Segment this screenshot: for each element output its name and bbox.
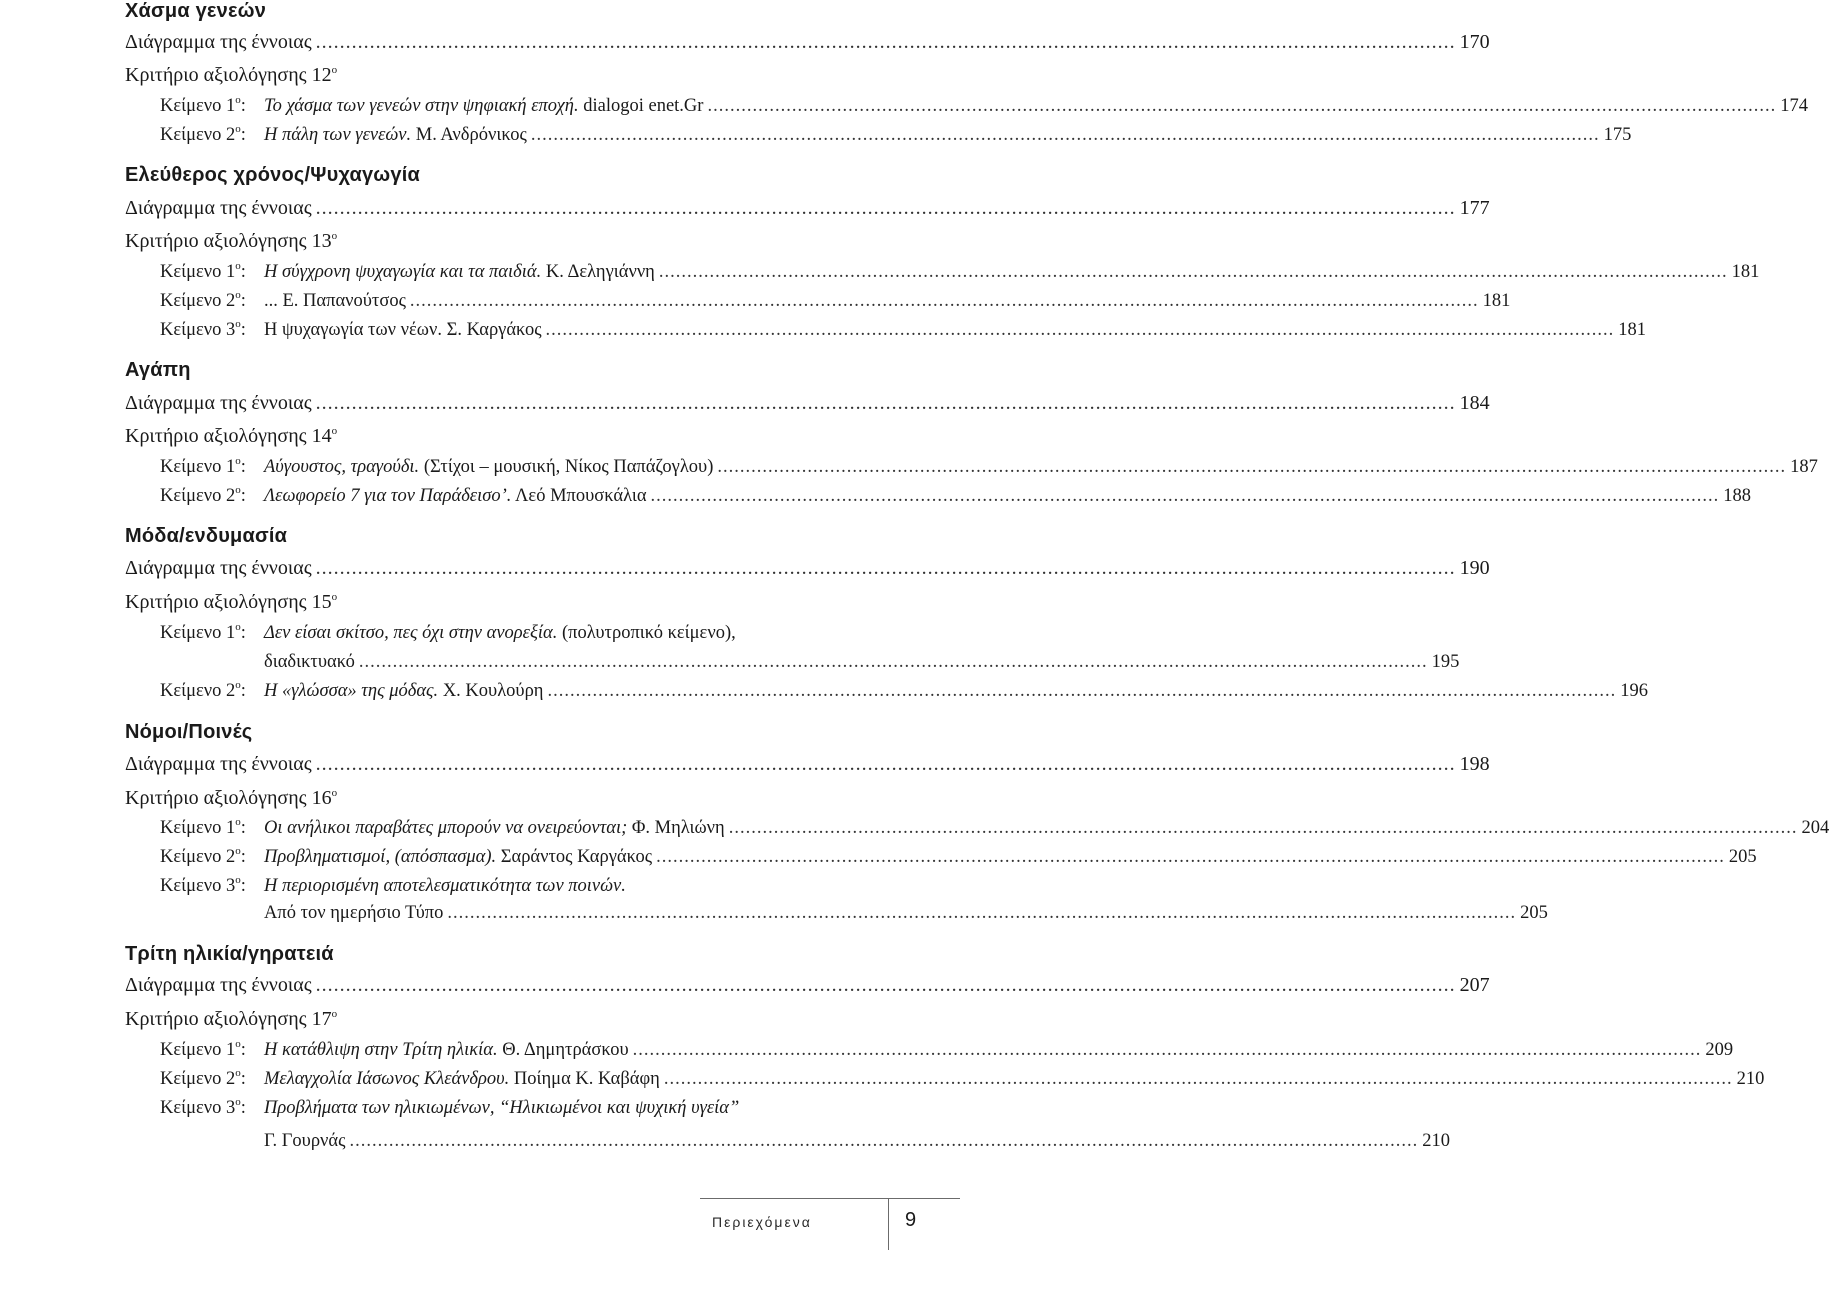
- criterion-heading: [125, 591, 337, 614]
- ordinal-sup: ο: [331, 591, 338, 603]
- text-continuation: διαδικτυακό: [264, 652, 355, 672]
- dot-leader: ..............................................................................................................................................................................................: [447, 903, 1517, 923]
- dot-leader: ..............................................................................................................................................................................................: [530, 125, 1600, 145]
- section-title: Τρίτη ηλικία/γηρατειά: [125, 943, 334, 965]
- text-title: Η περιορισμένη αποτελεσματικότητα των ποινών.: [264, 876, 626, 896]
- text-title: Η «γλώσσα» της μόδας.: [264, 681, 439, 701]
- page-number: 188: [1723, 486, 1752, 506]
- text-author: ... Ε. Παπανούτσος: [264, 291, 406, 311]
- text-continuation: Από τον ημερήσιο Τύπο: [264, 903, 444, 923]
- ordinal-sup: ο: [331, 230, 338, 242]
- entry-label: Διάγραμμα της έννοιας: [125, 557, 312, 579]
- dot-leader: ..............................................................................................................................................................................................: [663, 1069, 1733, 1089]
- text-author: Λεό Μπουσκάλια: [511, 486, 647, 506]
- page-number: 174: [1780, 96, 1808, 116]
- text-author: Κ. Δεληγιάννη: [541, 262, 655, 282]
- page-number: 177: [1459, 197, 1490, 219]
- toc-entry-text[interactable]: [160, 1067, 1765, 1090]
- toc-entry-text[interactable]: [264, 652, 1460, 673]
- toc-entry-diagram[interactable]: [125, 392, 1490, 415]
- dot-leader: ..............................................................................................................................................................................................: [315, 392, 1456, 414]
- toc-entry-text-line1: [160, 623, 887, 644]
- criterion-label: Κριτήριο αξιολόγησης 16: [125, 787, 332, 809]
- dot-leader: ..............................................................................................................................................................................................: [728, 818, 1798, 838]
- dot-leader: ..............................................................................................................................................................................................: [358, 652, 1428, 672]
- toc-entry-text[interactable]: [160, 816, 1829, 839]
- dot-leader: ..............................................................................................................................................................................................: [315, 974, 1456, 996]
- criterion-heading: [125, 1008, 337, 1031]
- dot-leader: ..............................................................................................................................................................................................: [409, 291, 1479, 311]
- page-number: 190: [1459, 557, 1490, 579]
- text-number: Κείμενο $2^o$:: [160, 484, 246, 506]
- text-number: Κείμενο $3^o$:: [160, 874, 246, 896]
- toc-entry-text[interactable]: [160, 484, 1752, 507]
- text-number: Κείμενο $2^o$:: [160, 123, 246, 145]
- text-author: (πολυτροπικό κείμενο),: [557, 623, 736, 643]
- page-number: 205: [1728, 847, 1757, 867]
- toc-entry-text[interactable]: [264, 903, 1548, 924]
- footer-page-number: 9: [905, 1209, 917, 1231]
- dot-leader: ..............................................................................................................................................................................................: [650, 486, 1720, 506]
- text-number: Κείμενο $3^o$:: [160, 1096, 246, 1118]
- toc-entry-text[interactable]: [160, 455, 1818, 478]
- toc-entry-text[interactable]: [160, 94, 1808, 117]
- criterion-heading: [125, 787, 337, 810]
- text-number: Κείμενο $1^o$:: [160, 1038, 246, 1060]
- text-number: Κείμενο $2^o$:: [160, 679, 246, 701]
- text-title: Προβληματισμοί, (απόσπασμα).: [264, 847, 497, 867]
- criterion-heading: [125, 425, 337, 448]
- page-number: 207: [1459, 974, 1490, 996]
- page-number: 210: [1422, 1131, 1450, 1151]
- dot-leader: ..............................................................................................................................................................................................: [656, 847, 1725, 867]
- dot-leader: ..............................................................................................................................................................................................: [315, 31, 1456, 53]
- toc-entry-diagram[interactable]: [125, 974, 1490, 997]
- page-number: 209: [1705, 1040, 1734, 1060]
- dot-leader: ..............................................................................................................................................................................................: [658, 262, 1728, 282]
- section-title: Ελεύθερος χρόνος/Ψυχαγωγία: [125, 164, 420, 186]
- text-author: Φ. Μηλιώνη: [627, 818, 725, 838]
- dot-leader: ..............................................................................................................................................................................................: [349, 1131, 1419, 1151]
- toc-entry-text[interactable]: [160, 123, 1632, 146]
- text-number: Κείμενο $1^o$:: [160, 94, 246, 116]
- text-title: Η πάλη των γενεών.: [264, 125, 412, 145]
- dot-leader: ..............................................................................................................................................................................................: [717, 457, 1787, 477]
- dot-leader: ..............................................................................................................................................................................................: [315, 753, 1456, 775]
- text-number: Κείμενο $2^o$:: [160, 845, 246, 867]
- section-title: Νόμοι/Ποινές: [125, 721, 253, 743]
- toc-entry-text[interactable]: [264, 1131, 1450, 1152]
- text-author: Η ψυχαγωγία των νέων. Σ. Καργάκος: [264, 320, 542, 340]
- toc-entry-diagram[interactable]: [125, 557, 1490, 580]
- entry-label: Διάγραμμα της έννοιας: [125, 31, 312, 53]
- toc-entry-text[interactable]: [160, 1038, 1734, 1061]
- toc-entry-text[interactable]: [160, 289, 1511, 312]
- toc-entry-text[interactable]: [160, 679, 1648, 702]
- footer-section-title: Περιεχόμενα: [712, 1214, 812, 1230]
- dot-leader: ..............................................................................................................................................................................................: [707, 96, 1777, 116]
- footer-divider: [888, 1198, 889, 1250]
- dot-leader: ..............................................................................................................................................................................................: [632, 1040, 1702, 1060]
- dot-leader: ..............................................................................................................................................................................................: [545, 320, 1615, 340]
- text-number: Κείμενο $2^o$:: [160, 289, 246, 311]
- page-number: 184: [1459, 392, 1490, 414]
- toc-entry-text[interactable]: [160, 260, 1760, 283]
- section-title: Μόδα/ενδυμασία: [125, 525, 288, 547]
- page-number: 210: [1736, 1069, 1765, 1089]
- entry-label: Διάγραμμα της έννοιας: [125, 974, 312, 996]
- criterion-heading: [125, 230, 337, 253]
- text-author: Θ. Δημητράσκου: [497, 1040, 629, 1060]
- section-title: Αγάπη: [125, 359, 191, 381]
- dot-leader: ..............................................................................................................................................................................................: [315, 557, 1456, 579]
- entry-label: Διάγραμμα της έννοιας: [125, 197, 312, 219]
- dot-leader: ..............................................................................................................................................................................................: [547, 681, 1617, 701]
- text-author: Ποίημα Κ. Καβάφη: [509, 1069, 660, 1089]
- ordinal-sup: ο: [331, 787, 338, 799]
- page-number: 187: [1790, 457, 1818, 477]
- toc-entry-text[interactable]: [160, 845, 1757, 868]
- text-title: Οι ανήλικοι παραβάτες μπορούν να ονειρεύονται;: [264, 818, 628, 838]
- page-number: 175: [1603, 125, 1632, 145]
- page-number: 181: [1731, 262, 1760, 282]
- text-number: Κείμενο $1^o$:: [160, 455, 246, 477]
- toc-entry-diagram[interactable]: [125, 753, 1490, 776]
- criterion-label: Κριτήριο αξιολόγησης 12: [125, 64, 332, 86]
- text-number: Κείμενο $1^o$:: [160, 621, 246, 643]
- dot-leader: ..............................................................................................................................................................................................: [315, 197, 1456, 219]
- ordinal-sup: ο: [331, 64, 338, 76]
- text-number: Κείμενο $2^o$:: [160, 1067, 246, 1089]
- text-title: Η σύγχρονη ψυχαγωγία και τα παιδιά.: [264, 262, 542, 282]
- toc-entry-text-line1: [160, 876, 887, 897]
- toc-entry-text-line1: [160, 1098, 887, 1119]
- text-title: Η κατάθλιψη στην Τρίτη ηλικία.: [264, 1040, 498, 1060]
- criterion-label: Κριτήριο αξιολόγησης 17: [125, 1008, 332, 1030]
- page-number: 181: [1482, 291, 1511, 311]
- toc-entry-diagram[interactable]: [125, 197, 1490, 220]
- section-title: Χάσμα γενεών: [125, 0, 267, 22]
- text-title: Προβλήματα των ηλικιωμένων, “Ηλικιωμένοι και ψυχική υγεία”: [264, 1098, 740, 1118]
- criterion-label: Κριτήριο αξιολόγησης 15: [125, 591, 332, 613]
- text-title: Μελαγχολία Ιάσωνος Κλεάνδρου.: [264, 1069, 510, 1089]
- ordinal-sup: ο: [331, 425, 338, 437]
- text-title: Το χάσμα των γενεών στην ψηφιακή εποχή.: [264, 96, 579, 116]
- page-number: 205: [1520, 903, 1548, 923]
- text-title: Αύγουστος, τραγούδι.: [264, 457, 420, 477]
- page-number: 196: [1620, 681, 1648, 701]
- entry-label: Διάγραμμα της έννοιας: [125, 753, 312, 775]
- text-title: Δεν είσαι σκίτσο, πες όχι στην ανορεξία.: [264, 623, 558, 643]
- text-number: Κείμενο $1^o$:: [160, 816, 246, 838]
- text-author: Χ. Κουλούρη: [438, 681, 544, 701]
- page-number: 204: [1801, 818, 1829, 838]
- toc-entry-text[interactable]: [160, 318, 1647, 341]
- toc-entry-diagram[interactable]: [125, 31, 1490, 54]
- text-author: Σαράντος Καργάκος: [496, 847, 653, 867]
- entry-label: Διάγραμμα της έννοιας: [125, 392, 312, 414]
- text-continuation: Γ. Γουρνάς: [264, 1131, 346, 1151]
- text-title: Λεωφορείο 7 για τον Παράδεισο’.: [264, 486, 512, 506]
- page-number: 195: [1431, 652, 1460, 672]
- page-number: 198: [1459, 753, 1490, 775]
- text-author: Μ. Ανδρόνικος: [411, 125, 527, 145]
- text-number: Κείμενο $1^o$:: [160, 260, 246, 282]
- criterion-label: Κριτήριο αξιολόγησης 14: [125, 425, 332, 447]
- page-number: 181: [1618, 320, 1647, 340]
- criterion-label: Κριτήριο αξιολόγησης 13: [125, 230, 332, 252]
- ordinal-sup: ο: [331, 1008, 338, 1020]
- text-author: dialogoi enet.Gr: [578, 96, 704, 116]
- criterion-heading: [125, 64, 337, 87]
- text-author: (Στίχοι – μουσική, Νίκος Παπάζογλου): [419, 457, 714, 477]
- text-number: Κείμενο $3^o$:: [160, 318, 246, 340]
- page-number: 170: [1459, 31, 1490, 53]
